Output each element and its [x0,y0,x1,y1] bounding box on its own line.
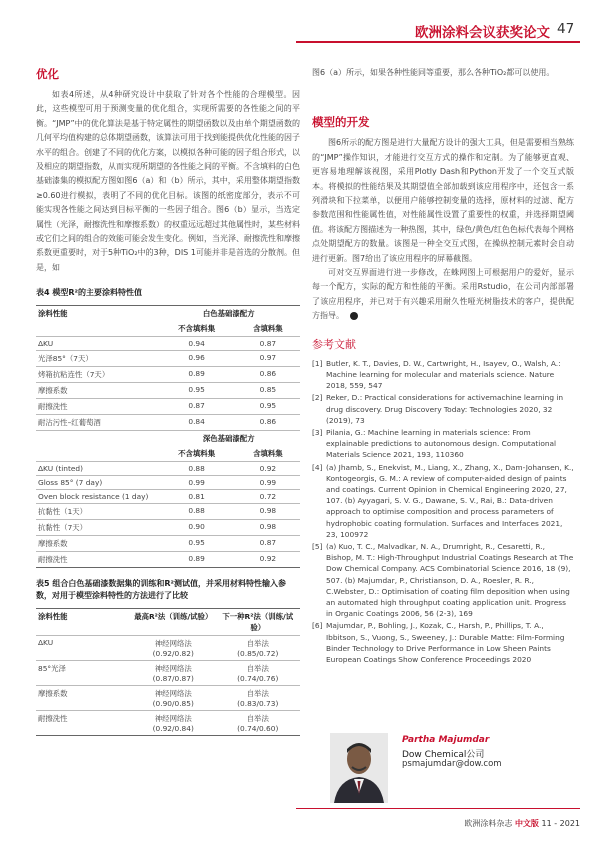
method-name: 自举法 [246,689,269,699]
reference-text: (a) Kuo, T. C., Malvadkar, N. A., Drumright, R., Cesaretti, R., Bishop, M. T.: High-Throughput Industrial Coatings Research at The Dow Chemical Company. ACS Combinatorial Science 2016, 18 (9), 507. (b) Majumdar, P., Christianson, D. A., Roesler, R. R., C.Webster, D.: Optimisation of coating film deposition when using an automated high throughput coating application unit. Progress in Organic Coatings 2006, 56 (2-3), 169 [326,541,574,619]
method-name: 神经网络法 [154,639,192,649]
table-row [36,520,300,536]
table5 [36,608,300,736]
reference-item [312,392,574,426]
table-row [36,711,300,736]
table-cell-value: 0.95 [157,383,235,399]
table-row [36,351,300,367]
table-cell-property: 耐擦洗性 [38,555,68,565]
reference-item [312,358,574,392]
table-cell-method [131,636,215,661]
reference-number: [4] [312,462,323,472]
table-cell-value: 0.95 [236,399,300,415]
table-cell-value: 0.85 [236,383,300,399]
table4-col-label: 涂料性能 [38,309,68,319]
table-cell-property: 耐沾污性–红葡萄酒 [36,415,157,431]
running-header-title: 欧洲涂料会议获奖论文 [415,25,550,41]
body-paragraph: 如表4所述，从4种研究设计中获取了针对各个性能的合理模型。因此，这些模型可用于预测变量的优化组合，实现所需要的各性能之间的平衡。“JMP”中的优化算法是基于特定属性的期望函数以及由单个期望函数的几何平均值构建的总体期望函数，该算法可用于找到能提供优化性能的因子水平的组合。创建了不同的优化方案，以模拟各种可能的因子组合形式，以及相应的期望指数，从而实现所期望的各性能之间的平衡。不含填料的白色基础漆集的模拟配方图如图6（a）和（b）所示，其中，采用整体期望指数≥0.60进行模拟，表明了不同的优化目标。该图的纸密度部分，表示不可能实现各性能之间达到目标平衡的一些因子组合。图6（b）显示，当选定属性（光泽，耐擦洗性和摩擦系数）的权重远远超过其他属性时，某些材料或它们之间的组合的效能可能会发生变化。例如，当光泽、耐擦洗性和摩擦系数更重要时，对于5种TiO₂中的3种，DIS 1可能并非是首选的分散剂。但是，如 [36,90,300,272]
table-cell-property: 摩擦系数 [36,536,157,552]
author-name: Partha Majumdar [402,735,490,745]
table-cell-value: 0.92 [236,462,300,476]
method-name: 神经网络法 [154,664,192,674]
table4-group1-label: 白色基础漆配方 [202,309,255,319]
reference-text: Majumdar, P., Bohling, J., Kozak, C., Harsh, P., Phillips, T. A., Ibbitson, S., Vuong, S., Sweeney, J.: Durable Matte: Film-Forming Binder Technology to Drive Performance in Low Sheen Paints European Coatings Show Conference Proceedings 2020 [326,621,565,664]
method-r2: (0.92/0.82) [152,649,194,659]
method-name: 自举法 [246,639,269,649]
method-r2: (0.90/0.85) [152,699,194,709]
table4-sub1: 不含填料集 [157,446,235,462]
table-cell-property: Oven block resistance (1 day) [36,490,157,504]
table-row [36,686,300,711]
author-photo [330,733,388,803]
table-row [36,399,300,415]
table-cell-property: 耐擦洗性 [38,714,68,724]
method-r2: (0.74/0.76) [237,674,279,684]
table-cell-value: 0.89 [157,367,235,383]
reference-text: (a) Jhamb, S., Enekvist, M., Liang, X., Zhang, X., Dam-Johansen, K., Kontogeorgis, G. M.: A review of computer-aided design of paints and coatings. Current Opinion in Chemical Engineering 2020, 27, 107. (b) Ayyagari, S. V. G., Dawane, S. V., Rai, B.: Data-driven approach to optimise composition and process parameters of hydrophobic coating formulation. Surfaces and Interfaces 2021, 23, 100972 [326,462,574,539]
person-portrait-icon [330,733,388,803]
table-cell-value: 0.88 [157,504,235,520]
method-name: 神经网络法 [154,714,192,724]
header-rule [296,41,580,43]
footer-issue: 11 - 2021 [541,819,580,828]
reference-text: Pilania, G.: Machine learning in materials science: From explainable predictions to autonomous design. Computational Materials Science 2021, 193, 110360 [326,427,557,460]
table-cell-property: 抗黏性（1天） [36,504,157,520]
reference-list [312,358,574,665]
table-cell-value: 0.89 [188,554,205,564]
table-cell-method [131,711,215,736]
right-column [312,66,574,666]
author-email[interactable]: psmajumdar@dow.com [402,759,502,769]
table-cell-method [216,711,301,736]
table4-sub1: 不含填料集 [157,321,235,337]
table-cell-value: 0.90 [157,520,235,536]
table4 [36,305,300,568]
table-row [36,661,300,686]
table-row [36,636,300,661]
reference-item [312,462,574,540]
table-cell-value: 0.87 [236,337,300,351]
table-cell-method [131,661,215,686]
table-cell-value: 0.72 [236,490,300,504]
table-cell-property: 85°光泽 [36,661,131,686]
table4-caption: 表4 模型R²的主要涂料特性值 [36,288,143,298]
method-r2: (0.83/0.73) [237,699,279,709]
reference-item [312,427,574,461]
reference-number: [3] [312,427,323,437]
table5-h2: 最高R²法（训练/试验） [131,609,215,636]
table-cell-method [216,661,301,686]
footer-brand: 欧洲涂料杂志 [464,819,513,828]
table-cell-value: 0.81 [157,490,235,504]
reference-text: Reker, D.: Practical considerations for activemachine learning in drug discovery. Drug Discovery Today: Technologies 2020, 32 (2019), 73 [326,393,564,425]
table-row [36,490,300,504]
table-cell-property: ΔKU (tinted) [36,462,157,476]
table-cell-method [216,686,301,711]
footer-edition: 中文版 [514,819,539,828]
body-paragraph [312,266,574,324]
table5-caption: 表5 组合白色基础漆数据集的训练和R²测试值，并采用材料特性输入参数，对用于模型涂料特性的方法进行了比较 [36,579,287,601]
reference-number: [5] [312,541,323,551]
method-r2: (0.74/0.60) [237,724,279,734]
table-cell-value: 0.98 [236,504,300,520]
table-cell-property: ΔKU [36,337,157,351]
footer [380,818,580,829]
table-cell-value: 0.97 [236,351,300,367]
table5-h3: 下一种R²法（训练/试验） [216,609,301,636]
references-title: 参考文献 [312,337,356,351]
reference-number: [6] [312,621,323,631]
table-row [36,462,300,476]
section-title-optimization: 优化 [36,67,59,81]
author-org: Dow Chemical公司 [402,750,485,760]
table-cell-method [216,636,301,661]
table4-group2-label: 深色基础漆配方 [202,434,255,444]
table-cell-property: 光泽85°（7天） [36,351,157,367]
method-r2: (0.85/0.72) [237,649,279,659]
table-cell-value: 0.86 [236,367,300,383]
reference-number: [1] [312,358,323,368]
table-cell-value: 0.96 [157,351,235,367]
table4-sub2: 含填料集 [236,446,300,462]
table-cell-value: 0.92 [259,554,277,564]
left-column [36,66,300,736]
table-cell-property: ΔKU [36,636,131,661]
table-row [36,383,300,399]
table-cell-method [131,686,215,711]
table-cell-value: 0.84 [157,415,235,431]
table5-h1: 涂料性能 [36,609,131,636]
table-cell-property: 摩擦系数 [36,686,131,711]
table-row [36,415,300,431]
table-cell-property: 耐擦洗性 [36,399,157,415]
table-row [36,504,300,520]
table-cell-value: 0.98 [236,520,300,536]
table-cell-property: 抗黏性（7天） [36,520,157,536]
method-name: 神经网络法 [154,689,192,699]
reference-number: [2] [312,393,323,403]
method-r2: (0.87/0.87) [152,674,194,684]
table-row [36,337,300,351]
table-cell-property: 烤箱抗粘连性（7天） [36,367,157,383]
table-cell-value: 0.87 [236,536,300,552]
page-number: 47 [557,21,575,37]
table-cell-value: 0.88 [157,462,235,476]
footer-rule [296,808,580,809]
method-r2: (0.92/0.84) [152,724,194,734]
table-cell-property: 摩擦系数 [36,383,157,399]
body-paragraph-text: 可对交互界面进行进一步修改，在蛛网图上可根据用户的爱好，显示每一个配方，实际的配方和性能的平衡。采用Rstudio，在公司内部部署了该应用程序，并已对于有兴趣采用耐久性哑光树脂技术的客户，提供配方指导。 [312,268,574,321]
table-row [36,476,300,490]
method-name: 自举法 [246,664,269,674]
reference-item [312,541,574,619]
body-paragraph: 图6所示的配方图是进行大量配方设计的强大工具，但是需要相当熟练的“JMP”操作知识，才能进行交互方式的操作和定制。为了能够更直观、更容易地理解该视图，采用Plotly Dash和Python开发了一个交互式版本。将模拟的性能结果及其期望值全部加载到该应用程序中，还包含一系列滑块和下拉菜单，以便用户能够控制变量的选择，原材料的过滤、配方参数范围和性能属性值，对性能属性设置了重要性的权重，并选择期望阈值。将该配方图描述为一种热图，其中，绿色/黄色/红色色标代表每个网格点处期望配方的数量。该图是一种全交互式图，在操纵控制元素时会自动进行更新。图7给出了该应用程序的屏幕截图。 [312,138,574,263]
table-cell-property: Gloss 85° (7 day) [36,476,157,490]
table-row [36,536,300,552]
section-title-model-development: 模型的开发 [312,115,370,130]
method-name: 自举法 [246,714,269,724]
reference-item [312,620,574,665]
reference-text: Butler, K. T., Davies, D. W., Cartwright, H., Isayev, O., Walsh, A.: Machine learning for molecular and materials science. Nature 2018, 559, 547 [326,358,561,391]
table4-sub2: 含填料集 [236,321,300,337]
table-row [36,367,300,383]
table-cell-value: 0.87 [157,399,235,415]
table-cell-value: 0.94 [157,337,235,351]
table-cell-value: 0.95 [157,536,235,552]
table-cell-value: 0.99 [157,476,235,490]
table-cell-value: 0.99 [236,476,300,490]
body-paragraph-continued: 图6（a）所示，如果各种性能同等重要，那么各种TiO₂都可以使用。 [312,68,555,77]
table-cell-value: 0.86 [236,415,300,431]
article-end-icon: Ⓖ [350,312,358,320]
table-row [36,552,300,568]
